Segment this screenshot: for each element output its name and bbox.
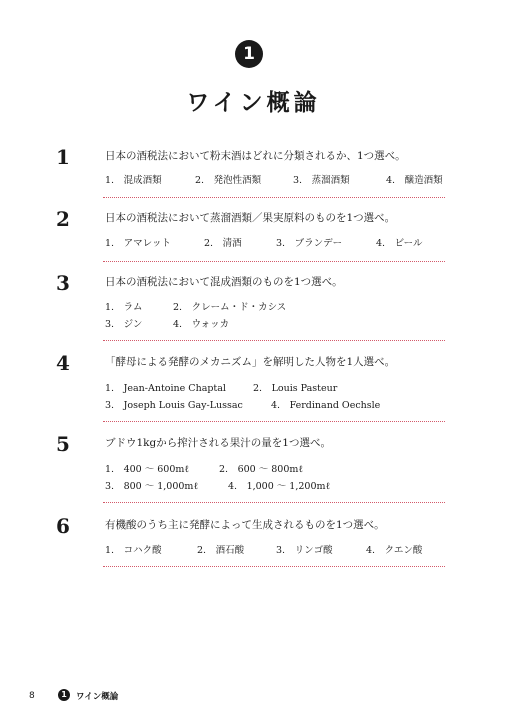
option-2[interactable]: 2. 発泡性酒類	[195, 175, 262, 186]
question-text: 日本の酒税法において蒸溜酒類／果実原料のものを1つ選べ。	[105, 212, 396, 224]
question-number: 1	[56, 145, 70, 169]
option-2[interactable]: 2. 600 ～ 800mℓ	[219, 464, 303, 475]
option-1[interactable]: 1. コハク酸	[105, 545, 162, 556]
question-number: 5	[56, 432, 70, 456]
question-text: 日本の酒税法において混成酒類のものを1つ選べ。	[105, 276, 343, 288]
chapter-title: ワイン概論	[186, 90, 321, 116]
option-4[interactable]: 4. 1,000 ～ 1,200mℓ	[228, 481, 331, 492]
page-number: 8	[29, 691, 35, 701]
question-text: ブドウ1kgから搾汁される果汁の量を1つ選べ。	[105, 437, 331, 449]
option-1[interactable]: 1. 400 ～ 600mℓ	[105, 464, 189, 475]
option-3[interactable]: 3. 蒸溜酒類	[293, 175, 350, 186]
option-2[interactable]: 2. 清酒	[204, 238, 242, 249]
option-1[interactable]: 1. ラム	[105, 302, 143, 313]
question-divider	[103, 261, 445, 262]
option-4[interactable]: 4. ビール	[376, 238, 423, 249]
question-divider	[103, 566, 445, 567]
option-2[interactable]: 2. 酒石酸	[197, 545, 245, 556]
option-4[interactable]: 4. ウォッカ	[173, 319, 230, 330]
option-4[interactable]: 4. Ferdinand Oechsle	[271, 400, 381, 411]
question-divider	[103, 421, 445, 422]
option-3[interactable]: 3. 800 ～ 1,000mℓ	[105, 481, 198, 492]
question-text: 日本の酒税法において粉末酒はどれに分類されるか、1つ選べ。	[105, 150, 406, 162]
question-text: 有機酸のうち主に発酵によって生成されるものを1つ選べ。	[105, 519, 385, 531]
question-text: 「酵母による発酵のメカニズム」を解明した人物を1人選べ。	[105, 356, 396, 368]
option-1[interactable]: 1. アマレット	[105, 238, 171, 249]
question-divider	[103, 502, 445, 503]
question-number: 4	[56, 351, 70, 375]
question-divider	[103, 197, 445, 198]
option-3[interactable]: 3. リンゴ酸	[276, 545, 333, 556]
option-2[interactable]: 2. Louis Pasteur	[253, 383, 338, 394]
option-1[interactable]: 1. 混成酒類	[105, 175, 162, 186]
option-3[interactable]: 3. Joseph Louis Gay-Lussac	[105, 400, 243, 411]
option-2[interactable]: 2. クレーム・ド・カシス	[173, 302, 287, 313]
option-4[interactable]: 4. 醸造酒類	[386, 175, 443, 186]
option-4[interactable]: 4. クエン酸	[366, 545, 423, 556]
question-number: 3	[56, 271, 70, 295]
chapter-number-badge: 1	[235, 40, 263, 68]
footer-chapter-title: ワイン概論	[76, 692, 119, 702]
question-divider	[103, 340, 445, 341]
question-number: 2	[56, 207, 70, 231]
question-number: 6	[56, 514, 70, 538]
option-1[interactable]: 1. Jean-Antoine Chaptal	[105, 383, 226, 394]
option-3[interactable]: 3. ブランデー	[276, 238, 343, 249]
footer-chapter-badge: 1	[58, 689, 70, 701]
option-3[interactable]: 3. ジン	[105, 319, 143, 330]
